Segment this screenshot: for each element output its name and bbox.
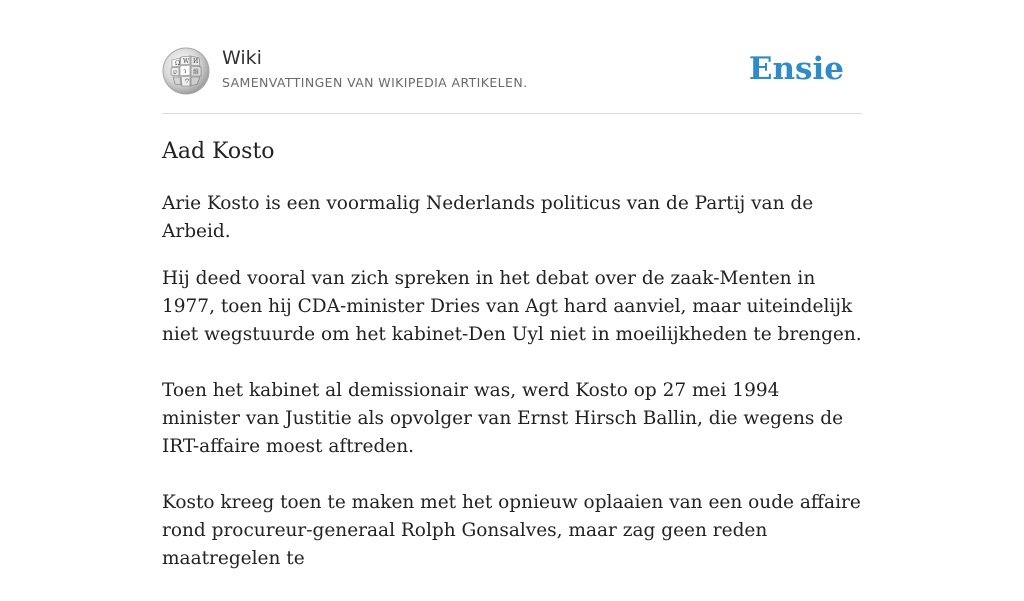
svg-text:Ω: Ω (175, 60, 180, 67)
article-title: Aad Kosto (162, 139, 275, 164)
article-body (162, 190, 862, 601)
site-tagline: SAMENVATTINGEN VAN WIKIPEDIA ARTIKELEN. (222, 75, 528, 90)
article-lead: Arie Kosto is een voormalig Nederlands politicus van de Partij van de Arbeid. (162, 193, 814, 242)
svg-text:ว: ว (183, 68, 187, 75)
svg-text:維: 維 (193, 69, 200, 76)
article-paragraph: Toen het kabinet al demissionair was, werd Kosto op 27 mei 1994 minister van Justitie als opvolger van Ernst Hirsch Ballin, die wegens de IRT-affaire moest aftreden. (162, 380, 844, 457)
svg-text:ウ: ウ (184, 78, 191, 85)
site-title[interactable]: Wiki (222, 47, 262, 69)
svg-text:И: И (193, 58, 199, 65)
page (162, 0, 862, 569)
article-paragraph: Hij deed vooral van zich spreken in het debat over de zaak-Menten in 1977, toen hij CDA-minister Dries van Agt hard aanviel, maar uiteindelijk niet wegstuurde om het kabinet-Den Uyl niet in moeilijkheden te brengen. (162, 268, 862, 345)
article-paragraph: Kosto kreeg toen te maken met het opnieuw oplaaien van een oude affaire rond procureur-generaal Rolph Gonsalves, maar zag geen reden maatregelen te (162, 492, 861, 569)
wikipedia-globe-icon[interactable] (162, 47, 210, 95)
svg-text:W: W (183, 58, 190, 65)
ensie-logo-link[interactable]: Ensie (748, 51, 844, 87)
site-header (162, 0, 862, 114)
svg-text:ש: ש (173, 69, 178, 76)
